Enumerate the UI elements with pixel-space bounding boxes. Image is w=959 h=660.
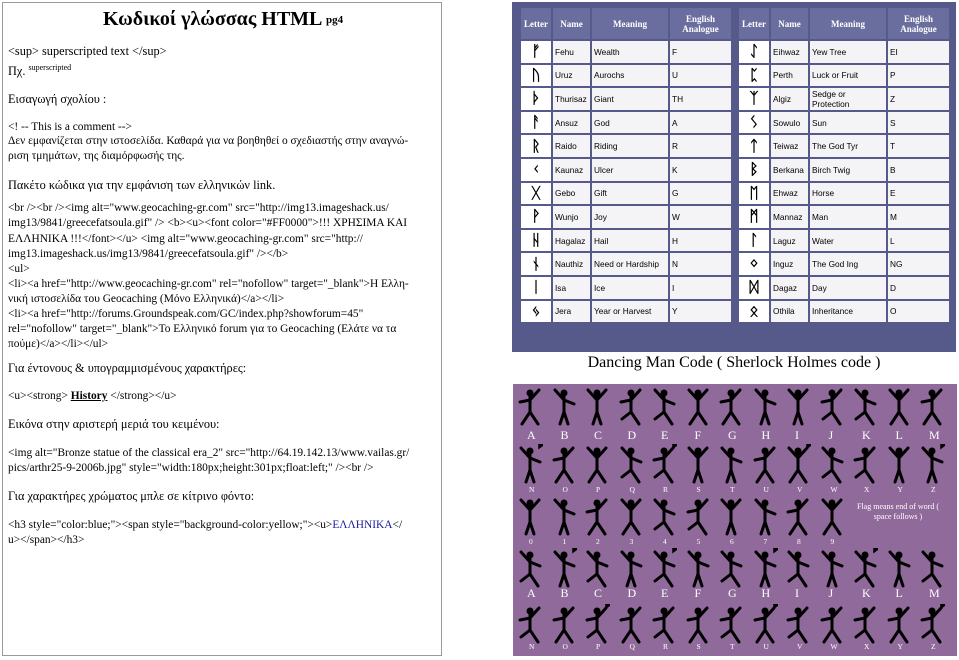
dancing-man-figure: [819, 604, 845, 644]
rune-meaning: Giant: [591, 87, 669, 111]
rune-row: [738, 300, 950, 324]
rune-glyph: ᚨ: [520, 111, 552, 135]
rune-english: A: [669, 111, 732, 135]
rune-row: [520, 158, 732, 182]
rune-name: Berkana: [770, 158, 809, 182]
dancing-man-figure: [785, 496, 811, 536]
code-line: u></span></h3>: [8, 534, 85, 546]
dancing-man-label: A: [527, 586, 536, 600]
rune-english: TH: [669, 87, 732, 111]
rune-row: [520, 87, 732, 111]
dancing-man-label: M: [929, 428, 940, 442]
dancing-man-label: D: [627, 586, 637, 600]
dancing-man-label: H: [761, 586, 771, 600]
dancing-man-figure: [551, 496, 577, 536]
dancing-man-figure: [651, 604, 677, 644]
rune-glyph: ᛒ: [738, 158, 770, 182]
code-line: img13/9841/greecefatsoula.gif" /> <b><u><font color="#FF0000">!!! ΧΡΗΣΙΜΑ ΚΑΙ: [8, 217, 408, 229]
dancing-man-label: M: [929, 586, 940, 600]
dancing-man-label: L: [895, 428, 903, 442]
rune-english: G: [669, 182, 732, 206]
rune-column-header: Letter: [738, 7, 770, 40]
left-image-heading: Εικόνα στην αριστερή μεριά του κειμένου:: [8, 417, 220, 431]
dancing-man-figure: [685, 548, 711, 588]
rune-meaning: Ulcer: [591, 158, 669, 182]
rune-english: N: [669, 252, 732, 276]
rune-meaning: Sedge or Protection: [809, 87, 887, 111]
rune-row: [520, 64, 732, 88]
bold-underline-heading: Για έντονους & υπογραμμισμένους χαρακτήρες:: [8, 361, 247, 375]
rune-row: [738, 276, 950, 300]
dancing-man-label: Y: [897, 485, 903, 494]
rune-meaning: Year or Harvest: [591, 300, 669, 324]
rune-glyph: ᚠ: [520, 40, 552, 64]
rune-glyph: ᛖ: [738, 182, 770, 206]
rune-column-header: Name: [770, 7, 809, 40]
rune-glyph: ᛏ: [738, 134, 770, 158]
rune-glyph: ᛗ: [738, 205, 770, 229]
rune-english: D: [887, 276, 950, 300]
rune-english: K: [669, 158, 732, 182]
comment-description-1: Δεν εμφανίζεται στην ιστοσελίδα. Καθαρά για να βοηθηθεί ο σχεδιαστής στην αναγνώ-: [8, 135, 409, 147]
dancing-man-figure: [886, 604, 912, 644]
dancing-man-label: I: [795, 586, 799, 600]
rune-header-row: [520, 7, 732, 40]
rune-meaning: Yew Tree: [809, 40, 887, 64]
rune-glyph: ᛜ: [738, 252, 770, 276]
blue-yellow-heading: Για χαρακτήρες χρώματος μπλε σε κίτρινο φόντο:: [8, 489, 255, 503]
rune-name: Raido: [552, 134, 591, 158]
code-line: <img alt="Bronze statue of the classical era_2" src="http://64.19.142.13/www.vailas.gr/: [8, 447, 410, 459]
dancing-man-label: P: [596, 642, 601, 651]
rune-english: R: [669, 134, 732, 158]
dancing-man-figure: [685, 496, 711, 536]
dancing-man-figure: [517, 496, 543, 536]
dancing-man-figure: [718, 496, 744, 536]
rune-name: Teiwaz: [770, 134, 809, 158]
comment-heading: Εισαγωγή σχολίου :: [8, 92, 107, 106]
rune-glyph: ᚢ: [520, 64, 552, 88]
dancing-man-label: Q: [629, 642, 635, 651]
rune-row: [738, 111, 950, 135]
dancing-man-figure: [618, 386, 644, 426]
rune-meaning: Wealth: [591, 40, 669, 64]
rune-meaning: Day: [809, 276, 887, 300]
rune-english: NG: [887, 252, 950, 276]
rune-name: Laguz: [770, 229, 809, 253]
rune-row: [738, 229, 950, 253]
bold-underline-code: <u><strong> History </strong></u>: [8, 390, 177, 402]
dancing-man-figure: [752, 548, 778, 588]
rune-glyph: ᛚ: [738, 229, 770, 253]
rune-meaning: The God Ing: [809, 252, 887, 276]
dancing-man-label: D: [627, 428, 637, 442]
rune-column-header: English Analogue: [887, 7, 950, 40]
dancing-man-label: 8: [797, 537, 801, 546]
dancing-man-label: R: [663, 485, 669, 494]
dancing-man-label: B: [560, 586, 569, 600]
dancing-man-figure: [785, 548, 811, 588]
comment-description-2: ριση τμημάτων, της διαμόρφωσής της.: [8, 150, 185, 162]
dancing-man-label: X: [864, 642, 870, 651]
rune-meaning: Man: [809, 205, 887, 229]
rune-row: [520, 276, 732, 300]
dancing-man-label: S: [696, 485, 701, 494]
dancing-man-label: J: [828, 428, 834, 442]
code-line: <li><a href="http://forums.Groundspeak.com/GC/index.php?showforum=45": [8, 308, 364, 320]
dancing-man-figure: [852, 386, 878, 426]
rune-name: Gebo: [552, 182, 591, 206]
dancing-man-figure: [718, 386, 744, 426]
rune-name: Dagaz: [770, 276, 809, 300]
rune-header-row: [738, 7, 950, 40]
dancing-man-label: W: [830, 485, 838, 494]
rune-glyph: ᛃ: [520, 300, 552, 324]
dancing-man-figure: [819, 496, 845, 536]
rune-meaning: God: [591, 111, 669, 135]
dancing-man-label: C: [594, 586, 603, 600]
dancing-man-figure: [584, 386, 610, 426]
code-line: πούμε)</a></li></ul>: [8, 338, 109, 350]
rune-alphabet-table: [512, 2, 956, 352]
rune-name: Perth: [770, 64, 809, 88]
rune-table-right: [737, 6, 951, 324]
rune-row: [738, 252, 950, 276]
rune-meaning: Aurochs: [591, 64, 669, 88]
dancing-man-label: K: [862, 428, 871, 442]
page-title: Κωδικοί γλώσσας HTML: [103, 8, 323, 30]
dancing-man-figure: [752, 604, 778, 644]
dancing-man-figure: [785, 604, 811, 644]
dancing-man-label: Q: [629, 485, 635, 494]
dancing-man-figure: [785, 386, 811, 426]
rune-english: Y: [669, 300, 732, 324]
rune-name: Inguz: [770, 252, 809, 276]
dancing-man-figure: [517, 548, 543, 588]
rune-row: [520, 300, 732, 324]
rune-english: E: [887, 182, 950, 206]
rune-column-header: Meaning: [809, 7, 887, 40]
rune-name: Isa: [552, 276, 591, 300]
dancing-man-label: B: [560, 428, 569, 442]
dancing-man-figure: [517, 386, 543, 426]
rune-meaning: Gift: [591, 182, 669, 206]
rune-table-left: [519, 6, 733, 324]
dancing-man-figure: [785, 444, 811, 484]
dancing-man-label: 6: [730, 537, 734, 546]
dancing-man-figure: [517, 604, 543, 644]
rune-row: [738, 134, 950, 158]
rune-row: [520, 229, 732, 253]
rune-meaning: Hail: [591, 229, 669, 253]
rune-glyph: ᛉ: [738, 87, 770, 111]
dancing-man-label: K: [862, 586, 871, 600]
dancing-man-label: O: [562, 485, 568, 494]
dancing-man-figure: [886, 548, 912, 588]
dancing-man-label: N: [529, 642, 535, 651]
code-line: <ul>: [8, 263, 30, 275]
rune-name: Fehu: [552, 40, 591, 64]
dancing-man-figure: [718, 548, 744, 588]
dancing-man-label: U: [763, 642, 769, 651]
dancing-man-figure: [852, 548, 878, 588]
rune-english: Z: [887, 87, 950, 111]
dancing-man-figure: [886, 386, 912, 426]
dancing-man-figure: [651, 548, 677, 588]
rune-row: [520, 40, 732, 64]
dancing-man-label: 5: [696, 537, 701, 546]
dancing-man-label: V: [797, 485, 803, 494]
rune-meaning: Sun: [809, 111, 887, 135]
rune-row: [738, 182, 950, 206]
dancing-man-label: O: [562, 642, 568, 651]
dancing-man-label: H: [761, 428, 771, 442]
rune-english: T: [887, 134, 950, 158]
rune-english: F: [669, 40, 732, 64]
comment-code: <! -- This is a comment -->: [8, 121, 132, 133]
rune-glyph: ᚺ: [520, 229, 552, 253]
dancing-man-label: G: [728, 586, 737, 600]
code-line: img13.imageshack.us/img13/9841/greecefatsoula.gif" /></b>: [8, 248, 289, 260]
dancing-man-label: E: [661, 428, 669, 442]
html-codes-document: [2, 2, 442, 656]
dancing-man-figure: [584, 496, 610, 536]
dancing-man-label: 9: [830, 537, 835, 546]
rune-glyph: ᚷ: [520, 182, 552, 206]
code-line: rel="nofollow" target="_blank">Το Ελληνικό forum για το Geocaching (Ελάτε να τα: [8, 323, 397, 335]
dancing-man-label: J: [828, 586, 834, 600]
rune-name: Thurisaz: [552, 87, 591, 111]
dancing-man-figure: [919, 386, 945, 426]
dancing-man-figure: [551, 386, 577, 426]
dancing-man-figure: [618, 496, 644, 536]
rune-meaning: Luck or Fruit: [809, 64, 887, 88]
dancing-man-label: G: [728, 428, 737, 442]
dancing-man-figure: [551, 444, 577, 484]
rune-english: L: [887, 229, 950, 253]
code-line: <br /><br /><img alt="www.geocaching-gr.com" src="http://img13.imageshack.us/: [8, 202, 389, 214]
rune-glyph: ᚦ: [520, 87, 552, 111]
dancing-man-figure: [852, 604, 878, 644]
rune-english: P: [887, 64, 950, 88]
sup-example: Πχ. $^{superscripted}$: [8, 63, 72, 79]
rune-row: [738, 87, 950, 111]
rune-english: B: [887, 158, 950, 182]
rune-name: Ehwaz: [770, 182, 809, 206]
rune-meaning: Horse: [809, 182, 887, 206]
dancing-man-figure: [618, 548, 644, 588]
rune-english: EI: [887, 40, 950, 64]
dancing-man-figure: [651, 444, 677, 484]
dancing-man-label: F: [694, 428, 702, 442]
rune-meaning: The God Tyr: [809, 134, 887, 158]
dancing-man-label: C: [594, 428, 603, 442]
rune-glyph: ᛈ: [738, 64, 770, 88]
rune-english: W: [669, 205, 732, 229]
dancing-man-label: A: [527, 428, 536, 442]
dancing-man-label: S: [696, 642, 701, 651]
rune-name: Eihwaz: [770, 40, 809, 64]
dancing-man-figure: [819, 386, 845, 426]
code-line: νική ιστοσελίδα του Geocaching (Μόνο Ελληνικά)</a></li>: [8, 293, 285, 305]
dancing-man-label: I: [795, 428, 799, 442]
dancing-man-figure: [886, 444, 912, 484]
dancing-man-label: E: [661, 586, 669, 600]
dancing-man-figure: [819, 444, 845, 484]
flag-note: Flag means end of word ( space follows ): [857, 502, 939, 521]
dancing-man-label: F: [694, 586, 702, 600]
rune-name: Algiz: [770, 87, 809, 111]
rune-glyph: ᛇ: [738, 40, 770, 64]
code-line: ΕΛΛΗΝΙΚΑ !!!</font></u> <img alt="www.geocaching-gr.com" src="http://: [8, 233, 363, 245]
rune-glyph: ᛊ: [738, 111, 770, 135]
dancing-man-figure: [685, 604, 711, 644]
rune-english: O: [887, 300, 950, 324]
dancing-man-figure: [718, 444, 744, 484]
rune-column-header: Letter: [520, 7, 552, 40]
rune-row: [520, 182, 732, 206]
dancing-men-chart: [513, 384, 957, 656]
dancing-man-figure: [752, 496, 778, 536]
dancing-man-label: P: [596, 485, 601, 494]
rune-meaning: Riding: [591, 134, 669, 158]
rune-row: [738, 40, 950, 64]
dancing-man-label: 0: [529, 537, 533, 546]
dancing-man-label: T: [730, 485, 735, 494]
rune-row: [520, 134, 732, 158]
rune-meaning: Water: [809, 229, 887, 253]
dancing-man-figure: [919, 548, 945, 588]
rune-column-header: English Analogue: [669, 7, 732, 40]
dancing-man-label: V: [797, 642, 803, 651]
dancing-man-label: 1: [562, 537, 567, 546]
dancing-man-label: X: [864, 485, 870, 494]
rune-glyph: ᚾ: [520, 252, 552, 276]
dancing-man-label: 3: [629, 537, 634, 546]
rune-name: Wunjo: [552, 205, 591, 229]
rune-meaning: Ice: [591, 276, 669, 300]
dancing-man-label: W: [830, 642, 838, 651]
dancing-man-label: R: [663, 642, 669, 651]
rune-glyph: ᚲ: [520, 158, 552, 182]
dancing-man-figure: [517, 444, 543, 484]
rune-glyph: ᛟ: [738, 300, 770, 324]
dancing-man-figure: [651, 496, 677, 536]
rune-english: M: [887, 205, 950, 229]
dancing-man-figure: [618, 604, 644, 644]
rune-meaning: Birch Twig: [809, 158, 887, 182]
rune-name: Ansuz: [552, 111, 591, 135]
rune-row: [520, 111, 732, 135]
code-line: <li><a href="http://www.geocaching-gr.com" rel="nofollow" target="_blank">Η Ελλη-: [8, 278, 409, 290]
rune-glyph: ᚱ: [520, 134, 552, 158]
dancing-man-label: L: [895, 586, 903, 600]
sup-code-line: <sup> superscripted text </sup>: [8, 44, 167, 58]
dancing-man-figure: [685, 386, 711, 426]
rune-column-header: Name: [552, 7, 591, 40]
rune-name: Kaunaz: [552, 158, 591, 182]
rune-column-header: Meaning: [591, 7, 669, 40]
rune-row: [738, 158, 950, 182]
greek-link-heading: Πακέτο κώδικα για την εμφάνιση των ελληνικών link.: [8, 178, 276, 192]
rune-name: Nauthiz: [552, 252, 591, 276]
dancing-man-label: 2: [596, 537, 600, 546]
rune-row: [520, 252, 732, 276]
code-line: <h3 style="color:blue;"><span style="background-color:yellow;"><u>ΕΛΛΗΝΙΚΑ</: [8, 519, 403, 531]
dancing-man-figure: [718, 604, 744, 644]
dancing-man-figure: [819, 548, 845, 588]
rune-english: H: [669, 229, 732, 253]
dancing-man-figure: [919, 604, 945, 644]
dancing-man-label: 7: [763, 537, 768, 546]
rune-meaning: Inheritance: [809, 300, 887, 324]
rune-name: Mannaz: [770, 205, 809, 229]
rune-glyph: ᛁ: [520, 276, 552, 300]
dancing-man-figure: [584, 604, 610, 644]
dancing-man-figure: [752, 386, 778, 426]
dancing-man-figure: [919, 444, 945, 484]
dancing-man-label: U: [763, 485, 769, 494]
dancing-man-figure: [685, 444, 711, 484]
rune-row: [738, 205, 950, 229]
rune-english: I: [669, 276, 732, 300]
dancing-man-figure: [584, 444, 610, 484]
rune-name: Sowulo: [770, 111, 809, 135]
rune-english: U: [669, 64, 732, 88]
dancing-man-label: Z: [931, 642, 936, 651]
rune-meaning: Joy: [591, 205, 669, 229]
page-number: pg4: [326, 14, 344, 26]
rune-glyph: ᚹ: [520, 205, 552, 229]
dancing-man-caption: Dancing Man Code ( Sherlock Holmes code ): [587, 354, 881, 371]
dancing-man-figure: [551, 604, 577, 644]
code-line: pics/arthr25-9-2006b.jpg" style="width:180px;height:301px;float:left;" /><br />: [8, 462, 374, 474]
rune-name: Uruz: [552, 64, 591, 88]
rune-meaning: Need or Hardship: [591, 252, 669, 276]
dancing-man-figure: [651, 386, 677, 426]
rune-glyph: ᛞ: [738, 276, 770, 300]
dancing-man-label: Z: [931, 485, 936, 494]
rune-name: Othila: [770, 300, 809, 324]
rune-name: Jera: [552, 300, 591, 324]
rune-row: [738, 64, 950, 88]
rune-english: S: [887, 111, 950, 135]
dancing-man-figure: [852, 444, 878, 484]
rune-row: [520, 205, 732, 229]
dancing-man-label: Y: [897, 642, 903, 651]
dancing-man-label: T: [730, 642, 735, 651]
dancing-man-label: N: [529, 485, 535, 494]
dancing-man-figure: [584, 548, 610, 588]
dancing-man-figure: [618, 444, 644, 484]
dancing-man-label: 4: [663, 537, 667, 546]
rune-name: Hagalaz: [552, 229, 591, 253]
dancing-man-figure: [551, 548, 577, 588]
dancing-man-figure: [752, 444, 778, 484]
